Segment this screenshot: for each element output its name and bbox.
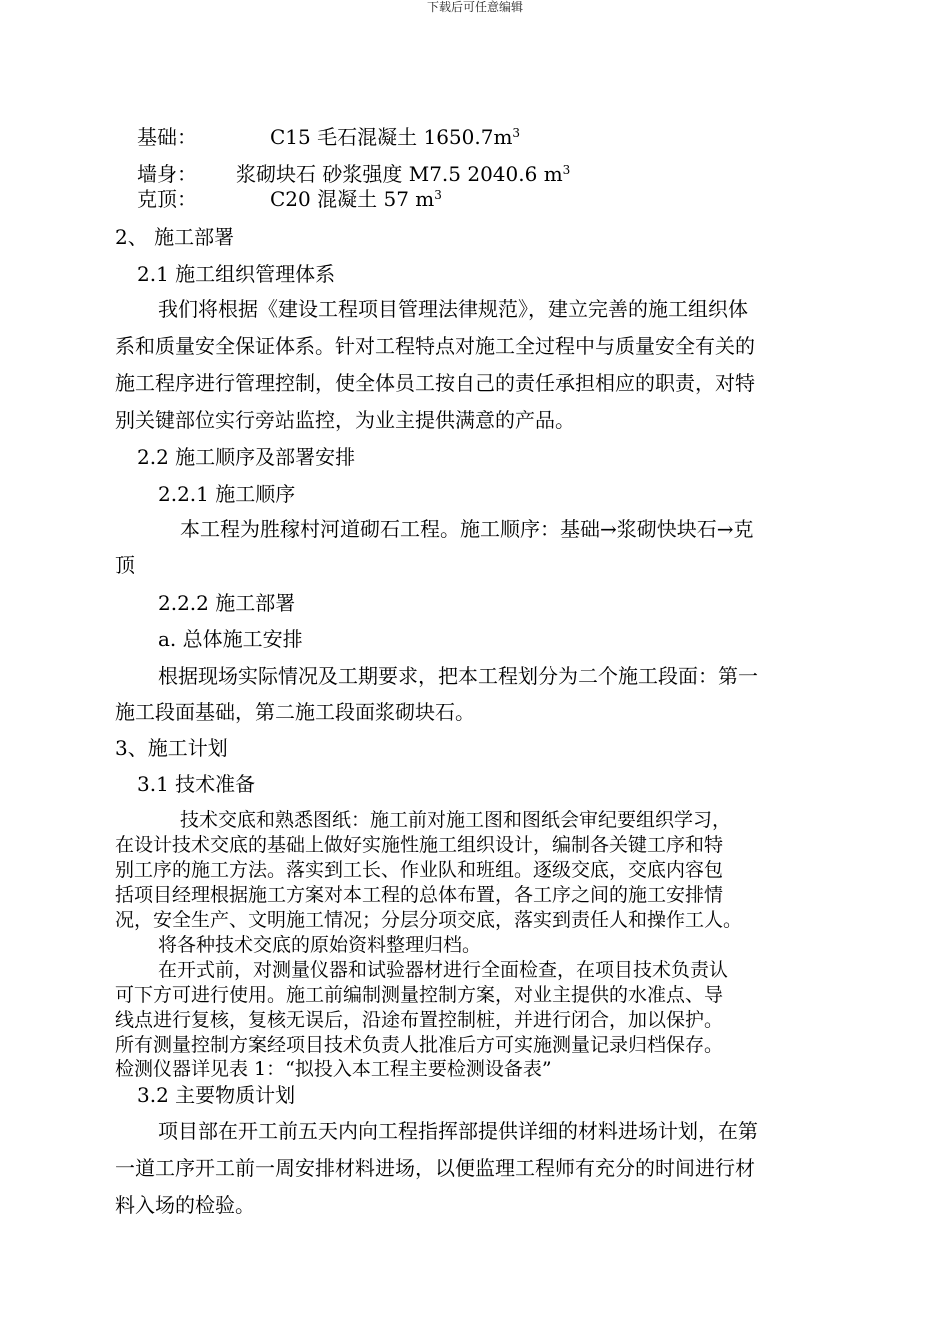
foundation-label: 基础： (137, 125, 197, 149)
section-2-1-heading: 2.1 施工组织管理体系 (137, 262, 336, 286)
para-3-1b-line: 线点进行复核，复核无误后，沿途布置控制桩，并进行闭合，加以保护。 (115, 1009, 724, 1031)
para-2-1-line: 别关键部位实行旁站监控，为业主提供满意的产品。 (115, 408, 575, 432)
para-2-1-line: 施工程序进行管理控制，使全体员工按自己的责任承担相应的职责，对特 (115, 371, 755, 395)
para-3-1-line: 括项目经理根据施工方案对本工程的总体布置，各工序之间的施工安排情 (115, 884, 724, 906)
section-3-1-heading: 3.1 技术准备 (137, 772, 256, 796)
para-3-1b-line: 可下方可进行使用。施工前编制测量控制方案，对业主提供的水准点、导 (115, 984, 724, 1006)
wall-label: 墙身： (137, 162, 197, 186)
section-3-2-heading: 3.2 主要物质计划 (137, 1083, 296, 1107)
wall-value: 浆砌块石 砂浆强度 M7.5 2040.6 $m^3$ (236, 162, 571, 186)
para-3-1-line: 在设计技术交底的基础上做好实施性施工组织设计，编制各关键工序和特 (115, 834, 724, 856)
para-2-2-1-line: 本工程为胜稼村河道砌石工程。施工顺序：基础→浆砌快块石→克 (180, 517, 754, 541)
para-a-line: 施工段面基础，第二施工段面浆砌块石。 (115, 700, 475, 724)
para-2-1-line: 我们将根据《建设工程项目管理法律规范》，建立完善的施工组织体 (158, 297, 748, 321)
subsection-a-heading: a. 总体施工安排 (158, 627, 303, 651)
section-2-2-heading: 2.2 施工顺序及部署安排 (137, 445, 356, 469)
section-2-heading: 2、 施工部署 (115, 225, 235, 249)
para-3-2-line: 一道工序开工前一周安排材料进场，以便监理工程师有充分的时间进行材 (115, 1156, 755, 1180)
foundation-value: C15 毛石混凝土 $1650.7m^3$ (270, 125, 521, 149)
cap-value: C20 混凝土 57 $m^3$ (270, 187, 442, 211)
para-3-1b-line: 检测仪器详见表 1：“拟投入本工程主要检测设备表” (115, 1058, 552, 1080)
para-3-1-line: 将各种技术交底的原始资料整理归档。 (158, 934, 482, 956)
para-2-2-1-line: 顶 (115, 553, 135, 577)
page-header: 下载后可任意编辑 (426, 0, 523, 14)
para-3-1b-line: 所有测量控制方案经项目技术负责人批准后方可实施测量记录归档保存。 (115, 1034, 724, 1056)
para-3-1-line: 别工序的施工方法。落实到工长、作业队和班组。逐级交底，交底内容包 (115, 859, 724, 881)
para-3-1-line: 技术交底和熟悉图纸：施工前对施工图和图纸会审纪要组织学习， (180, 809, 732, 831)
para-a-line: 根据现场实际情况及工期要求，把本工程划分为二个施工段面：第一 (158, 664, 758, 688)
para-3-2-line: 料入场的检验。 (115, 1193, 255, 1217)
para-3-2-line: 项目部在开工前五天内向工程指挥部提供详细的材料进场计划，在第 (158, 1119, 758, 1143)
section-2-2-1-heading: 2.2.1 施工顺序 (158, 482, 296, 506)
cap-label: 克顶： (137, 187, 197, 211)
section-3-heading: 3、施工计划 (115, 736, 228, 760)
para-2-1-line: 系和质量安全保证体系。针对工程特点对施工全过程中与质量安全有关的 (115, 334, 755, 358)
para-3-1-line: 况，安全生产、文明施工情况；分层分项交底，落实到责任人和操作工人。 (115, 909, 743, 931)
section-2-2-2-heading: 2.2.2 施工部署 (158, 591, 296, 615)
para-3-1b-line: 在开式前，对测量仪器和试验器材进行全面检查，在项目技术负责认 (158, 959, 729, 981)
